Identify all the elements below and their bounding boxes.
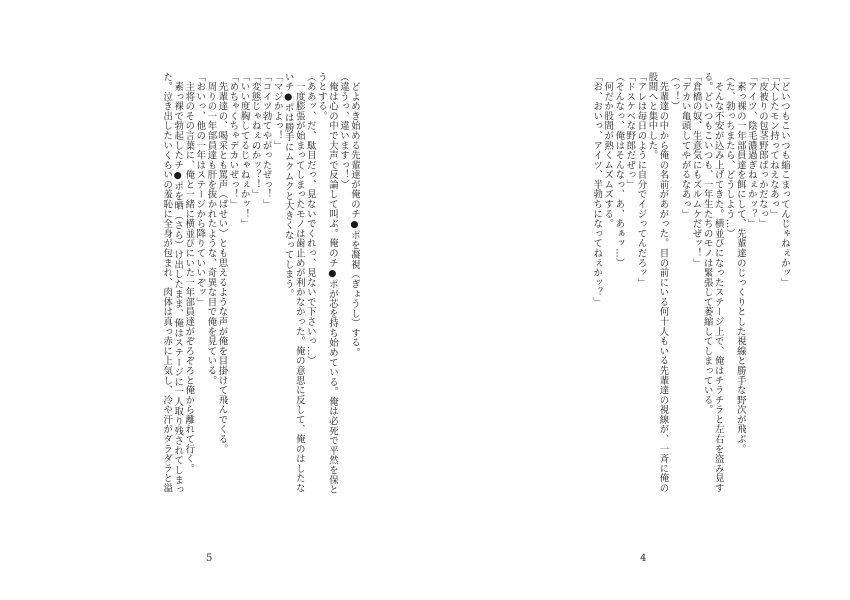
text-line: （そんなっ、俺はそんなっ、あ、あぁッ…） <box>613 72 625 268</box>
text-line: 「お、おいっ、アイツ、半勃ちになってねぇかッ？」 <box>591 72 603 307</box>
text-line: 何だか股間が熱くムズムズする。 <box>602 72 614 229</box>
text-line: 股間へと集中した。 <box>646 72 658 161</box>
text-line: 「コイツ勃てやがったぜっ！」 <box>260 72 272 210</box>
text-line: 「大したモン持ってねえなあっ」 <box>767 72 779 219</box>
text-line: うとする。 <box>315 72 327 121</box>
text-line: 「どいつもこいつも縮こまってんじゃねぇかッ」 <box>779 72 790 288</box>
right-page-body <box>470 72 790 502</box>
text-line: 主将のその言葉に、俺と一緒に横並びにいた一年部員達がぞろぞろと俺から離れて行く。 <box>183 72 195 474</box>
text-line: 俺は心の中で大声で反論して叫ぶ。俺のチ●ポが芯を持ち始めている。俺は必死で平然を保と <box>326 72 338 495</box>
text-line: 「アレは毎日のように自分でイジってんだろッ」 <box>635 72 647 288</box>
text-line: 周りの一年部員達も肝を抜かれたような、奇異な目で俺を見ている。 <box>205 72 217 386</box>
text-line: （違うっ、違いますっ！） <box>337 72 349 190</box>
text-line: 「倉橋の奴、生意気にもズルムケだぜッ！」 <box>690 72 702 268</box>
text-line: 「皮被りの包茎野郎ばっかだなっ」 <box>756 72 768 229</box>
text-line: 素っ裸で勃起したチ●ポを晒（さら）け出したまま、俺はステージに一人取り残されてしまっ <box>172 72 184 495</box>
text-line: どよめき始める先輩達が俺のチ●ポを凝視（ぎょうし）する。 <box>349 72 360 358</box>
text-line: 「おいっ、他の一年はステージから降りていいぞッ」 <box>194 72 206 307</box>
left-page-number: 5 <box>206 553 213 564</box>
text-line: 一度膨張が始まってしまったモノは歯止めが利かなかった。俺の意思に反して、俺のはしたな <box>293 72 305 493</box>
text-line: 「めちゃくちゃデカいぜっ！」 <box>227 72 239 210</box>
text-line: いチ●ポは勝手にムクムクと大きくなってしまう。 <box>282 72 294 299</box>
text-line: （た、勃っちまたら、どうしよう…） <box>723 72 735 239</box>
text-line: （っ！） <box>668 72 680 112</box>
text-line: 「変態じゃねぇのかッ？！」 <box>249 72 261 200</box>
text-line: （ああッ、だ、駄目だっ、見ないでくれっ、見ないで下さいっ…） <box>304 72 316 366</box>
text-line: 「ドスケベな野郎だぜっ」 <box>624 72 636 190</box>
text-line: 先輩達の中から俺の名前があがった。目の前にいる何十人もいる先輩達の視線が、一斉に俺の <box>657 72 669 493</box>
text-line: 「マジかよっ！」 <box>271 72 283 151</box>
right-page <box>425 0 850 600</box>
text-line: そんな不安が込み上げてきた。横並びになったステージ上で、俺はチラチラと左右を盗み見す <box>712 72 724 493</box>
text-line: 「デカい亀頭してやがるなあっ」 <box>679 72 691 219</box>
text-line: 「アイツ、陰毛濃過ぎねぇかッ？」 <box>745 72 757 229</box>
right-page-number: 4 <box>640 553 647 564</box>
text-line: る。どいつもこいつも、一年生たちのモノは緊張して萎縮してしまっている。 <box>701 72 713 415</box>
left-page-body <box>50 72 360 502</box>
text-line: 「いい度胸してるじゃねぇかッ！」 <box>238 72 250 229</box>
text-line: 先輩達の、喝采とも罵声（ばせい）とも思えるような声が俺を目掛けて飛んでくる。 <box>216 72 228 454</box>
text-line: た。泣き出したいくらいの羞恥に全身が包まれ、肉体は真っ赤に上気し、冷や汗がダラダラと溢 <box>161 72 173 493</box>
text-line: 素っ裸の一年部員達を餌にして、先輩達のじっくりとした視線と勝手な野次が飛ぶ。 <box>734 72 746 454</box>
